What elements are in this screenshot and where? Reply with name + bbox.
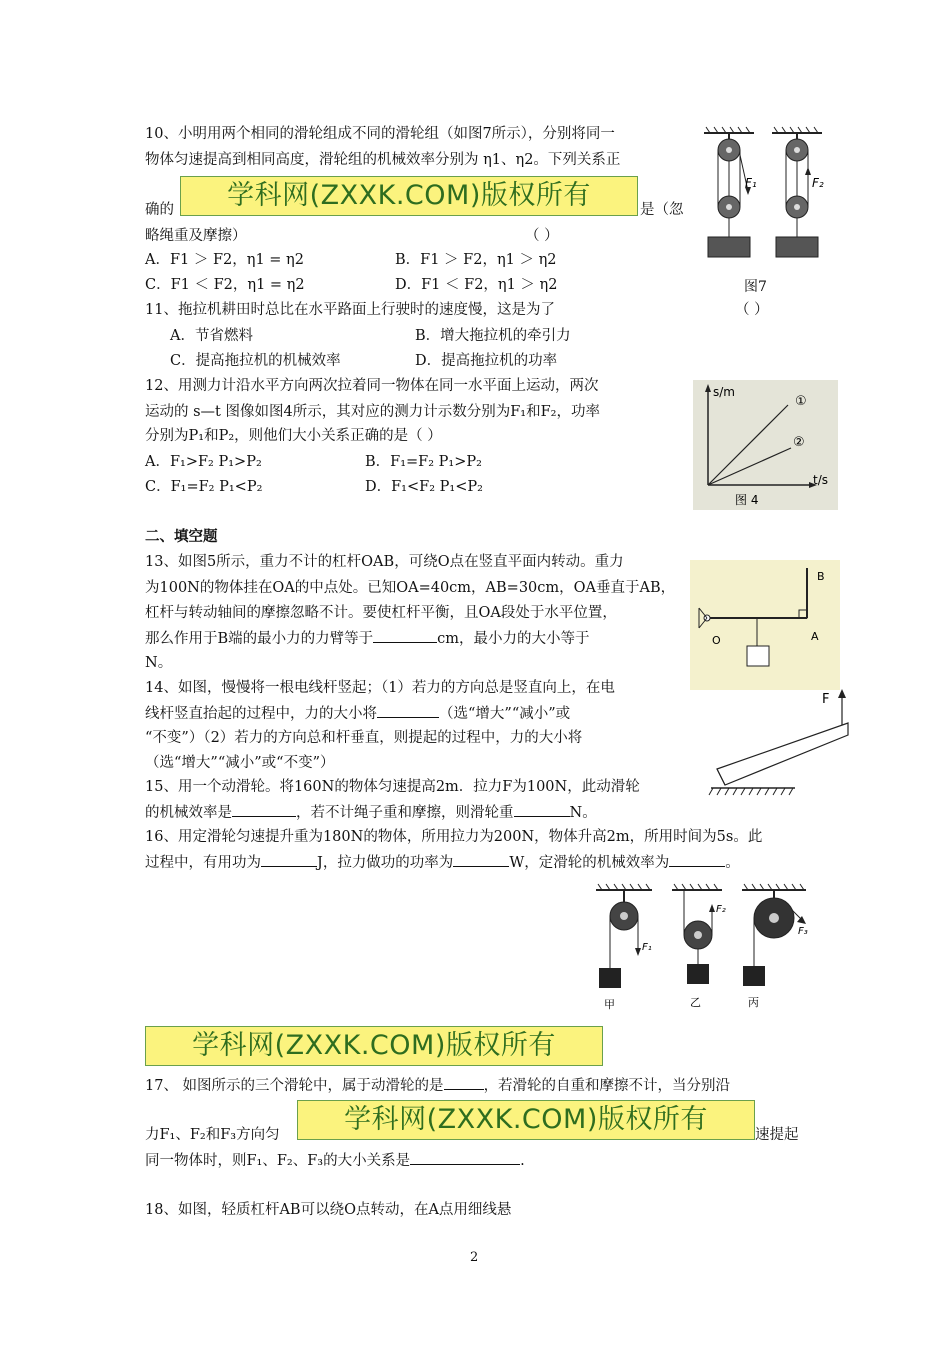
figure-4-caption: 图 4 bbox=[735, 493, 759, 507]
utility-pole-figure bbox=[705, 685, 855, 800]
f1-label: F₁ bbox=[745, 176, 757, 190]
q14-line2-end: （选“增大”“减小”或 bbox=[439, 706, 571, 722]
q10-option-d: D．F1 ＜ F2，η1 ＞ η2 bbox=[395, 277, 558, 293]
q16-blank-power[interactable] bbox=[453, 852, 509, 867]
three-pulleys-figure bbox=[592, 880, 812, 1020]
q14-line2-start: 线杆竖直抬起的过程中，力的大小将 bbox=[145, 706, 377, 722]
point-o-label: O bbox=[712, 634, 721, 647]
q10-line3-end: 是（忽 bbox=[640, 202, 684, 218]
q15-line2-start: 的机械效率是 bbox=[145, 805, 232, 821]
q12-line1: 12、用测力计沿水平方向两次拉着同一物体在同一水平面上运动，两次 bbox=[145, 378, 599, 394]
q10-option-b: B．F1 ＞ F2，η1 ＞ η2 bbox=[395, 252, 557, 268]
q13-line5: N。 bbox=[145, 655, 173, 671]
q14-line3: “不变”）（2）若力的方向总和杆垂直，则提起的过程中，力的大小将 bbox=[145, 730, 583, 746]
q11-bracket: （ ） bbox=[735, 302, 769, 318]
q16-line2-mid2: W，定滑轮的机械效率为 bbox=[509, 855, 670, 871]
q11-option-a: A．节省燃料 bbox=[170, 328, 253, 344]
q17-blank-movable[interactable] bbox=[444, 1075, 484, 1090]
x-axis-label: t/s bbox=[813, 473, 828, 487]
q15-blank-pulley-weight[interactable] bbox=[514, 802, 570, 817]
st-graph-figure-4 bbox=[693, 380, 838, 510]
q13-line1: 13、如图5所示，重力不计的杠杆OAB，可绕O点在竖直平面内转动。重力 bbox=[145, 554, 624, 570]
q17-line1-end: ，若滑轮的自重和摩擦不计，当分别沿 bbox=[483, 1078, 731, 1094]
q15-blank-efficiency[interactable] bbox=[232, 802, 296, 817]
q12-option-c: C．F₁=F₂ P₁<P₂ bbox=[145, 479, 263, 495]
q15-line2 bbox=[145, 802, 597, 823]
q16-line2-end: 。 bbox=[725, 855, 740, 871]
q13-line2: 为100N的物体挂在OA的中点处。已知OA=40cm，AB=30cm，OA垂直于AB， bbox=[145, 580, 676, 596]
label-jia: 甲 bbox=[604, 998, 615, 1011]
watermark-banner: 学科网(ZXXK.COM)版权所有 bbox=[180, 176, 638, 216]
q16-line2-start: 过程中，有用功为 bbox=[145, 855, 261, 871]
q17-blank-relation[interactable] bbox=[410, 1150, 520, 1165]
q13-line3: 杠杆与转动轴间的摩擦忽略不计。要使杠杆平衡，且OA段处于水平位置， bbox=[145, 605, 617, 621]
q11-option-c: C．提高拖拉机的机械效率 bbox=[170, 353, 341, 369]
q12-line3: 分别为P₁和P₂，则他们大小关系正确的是（ ） bbox=[145, 428, 442, 444]
watermark-banner: 学科网(ZXXK.COM)版权所有 bbox=[145, 1026, 603, 1066]
f2-label: F₂ bbox=[812, 176, 824, 190]
q17-line1 bbox=[145, 1075, 730, 1096]
f3-label: F₃ bbox=[798, 926, 808, 937]
q14-line4: （选“增大”“减小”或“不变”） bbox=[145, 755, 335, 771]
q15-line2-mid: ，若不计绳子重和摩擦，则滑轮重 bbox=[296, 805, 514, 821]
q17-line2-end: 速提起 bbox=[755, 1127, 799, 1143]
q10-line2: 物体匀速提高到相同高度，滑轮组的机械效率分别为 η1、η2。下列关系正 bbox=[145, 152, 621, 168]
f2-label: F₂ bbox=[716, 904, 726, 915]
point-a-label: A bbox=[811, 630, 819, 643]
label-bing: 丙 bbox=[748, 996, 759, 1009]
q16-line2 bbox=[145, 852, 740, 873]
q13-line4-end: cm，最小力的大小等于 bbox=[437, 631, 590, 647]
q13-blank-lever-arm[interactable] bbox=[373, 628, 437, 643]
page-number: 2 bbox=[470, 1250, 479, 1265]
q10-bracket: （ ） bbox=[525, 228, 559, 244]
q13-line4 bbox=[145, 628, 590, 649]
y-axis-label: s/m bbox=[713, 385, 735, 399]
q11-option-b: B．增大拖拉机的牵引力 bbox=[415, 328, 571, 344]
section-heading-fill-in: 二、填空题 bbox=[145, 528, 218, 545]
q15-line1: 15、用一个动滑轮。将160N的物体匀速提高2m．拉力F为100N，此动滑轮 bbox=[145, 779, 640, 795]
q16-line1: 16、用定滑轮匀速提升重为180N的物体，所用拉力为200N，物体升高2m，所用时间为5s。此 bbox=[145, 829, 763, 845]
q11-option-d: D．提高拖拉机的功率 bbox=[415, 353, 558, 369]
q17-line3-end: . bbox=[520, 1153, 525, 1169]
q17-line1-start: 17、 如图所示的三个滑轮中，属于动滑轮的是 bbox=[145, 1078, 444, 1094]
q12-option-b: B．F₁=F₂ P₁>P₂ bbox=[365, 454, 482, 470]
q12-option-d: D．F₁<F₂ P₁<P₂ bbox=[365, 479, 483, 495]
q11-stem: 11、拖拉机耕田时总比在水平路面上行驶时的速度慢，这是为了 bbox=[145, 302, 555, 318]
q12-option-a: A．F₁>F₂ P₁>P₂ bbox=[145, 454, 262, 470]
figure-7-caption: 图7 bbox=[744, 279, 767, 295]
watermark-banner: 学科网(ZXXK.COM)版权所有 bbox=[297, 1100, 755, 1140]
q10-line4: 略绳重及摩擦） bbox=[145, 228, 247, 244]
q17-line2-start: 力F₁、F₂和F₃方向匀 bbox=[145, 1127, 280, 1143]
q10-option-c: C．F1 ＜ F2，η1 = η2 bbox=[145, 277, 305, 293]
lever-figure-5 bbox=[690, 560, 840, 690]
q12-line2: 运动的 s—t 图像如图4所示，其对应的测力计示数分别为F₁和F₂，功率 bbox=[145, 404, 600, 420]
q17-line3-start: 同一物体时，则F₁、F₂、F₃的大小关系是 bbox=[145, 1153, 411, 1169]
series-2-label: ② bbox=[793, 435, 805, 450]
q14-line1: 14、如图，慢慢将一根电线杆竖起；（1）若力的方向总是竖直向上，在电 bbox=[145, 680, 615, 696]
q16-line2-mid1: J，拉力做功的功率为 bbox=[317, 855, 454, 871]
q10-line1: 10、小明用两个相同的滑轮组成不同的滑轮组（如图7所示），分别将同一 bbox=[145, 126, 615, 142]
q16-blank-efficiency[interactable] bbox=[669, 852, 725, 867]
series-1-label: ① bbox=[795, 394, 807, 409]
f1-label: F₁ bbox=[642, 942, 652, 953]
label-yi: 乙 bbox=[690, 996, 701, 1009]
q14-line2 bbox=[145, 703, 570, 724]
q13-line4-start: 那么作用于B端的最小力的力臂等于 bbox=[145, 631, 374, 647]
q10-option-a: A．F1 ＞ F2，η1 = η2 bbox=[145, 252, 304, 268]
q16-blank-useful-work[interactable] bbox=[261, 852, 317, 867]
q18-line1: 18、如图，轻质杠杆AB可以绕O点转动，在A点用细线悬 bbox=[145, 1202, 512, 1218]
force-f-label: F bbox=[822, 692, 830, 707]
q17-line3 bbox=[145, 1150, 525, 1171]
q15-line2-end: N。 bbox=[569, 805, 597, 821]
point-b-label: B bbox=[817, 570, 825, 583]
q14-blank-1[interactable] bbox=[377, 703, 439, 718]
pulley-system-figure-7 bbox=[700, 125, 830, 275]
q10-line3-start: 确的 bbox=[145, 202, 174, 218]
